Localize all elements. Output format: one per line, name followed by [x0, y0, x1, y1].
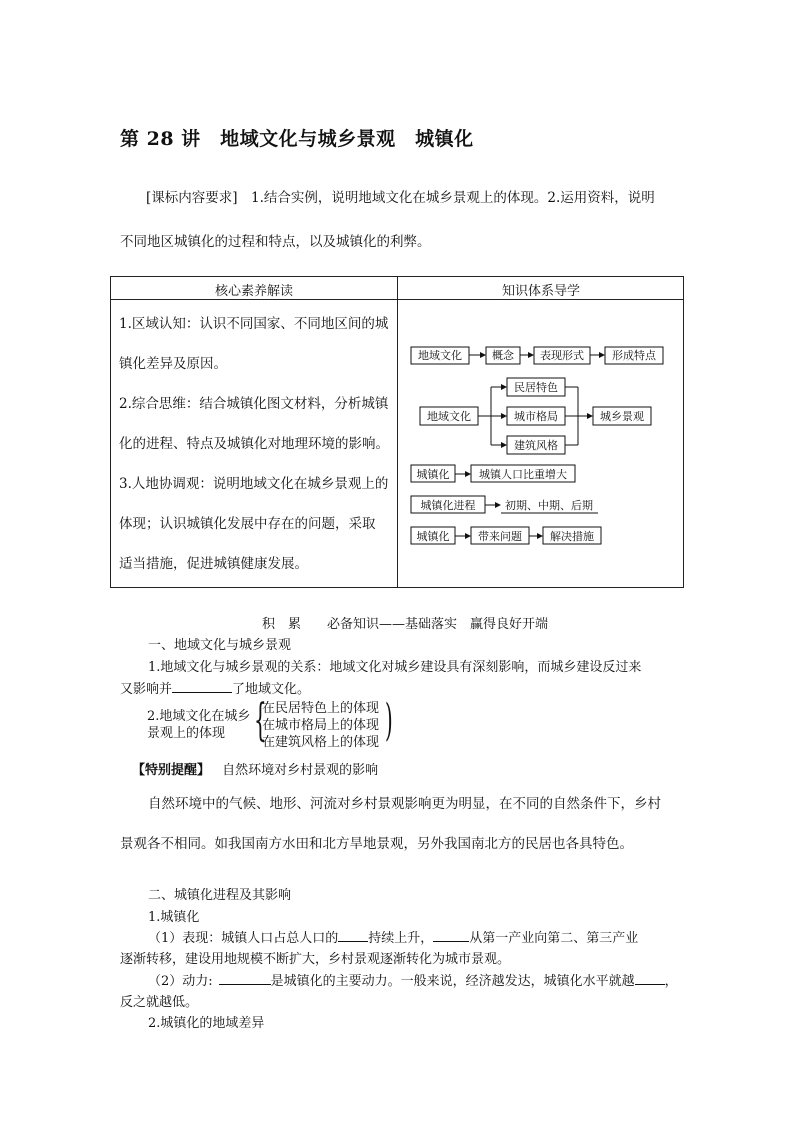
tip-box [132, 759, 378, 778]
sec1-paragraph-1-cont: 又影响并 了地域文化。 [120, 682, 311, 697]
diagram-node: 表现形式 [540, 349, 584, 362]
sec2-paragraph-2: （2）动力: 是城镇化的主要动力。一般来说，经济越发达，城镇化水平就越 ， [148, 974, 678, 989]
fill-blank[interactable] [172, 680, 232, 693]
culture-reflection-list [262, 700, 379, 751]
summary-table [110, 276, 684, 588]
diagram-node: 地域文化 [427, 410, 471, 423]
tip-line-1: 自然环境中的气候、地形、河流对乡村景观影响更为明显，在不同的自然条件下，乡村 [148, 796, 661, 812]
sec2-paragraph-1: （1）表现：城镇人口占总人口的 持续上升， 从第一产业向第二、第三产业 [148, 931, 639, 946]
requirements-line-2: 不同地区城镇化的过程和特点，以及城镇化的利弊。 [120, 234, 431, 250]
sec2-paragraph-2-cont: 反之就越低。 [120, 995, 199, 1010]
diagram-node: 城镇化 [416, 468, 450, 481]
table-header-left: 核心素养解读 [214, 284, 293, 299]
diagram-node: 城镇化进程 [420, 499, 476, 512]
diagram-node: 城镇人口比重增大 [479, 468, 567, 481]
section-2-heading: 二、城镇化进程及其影响 [148, 888, 292, 903]
literacy-line: 体现；认识城镇化发展中存在的问题，采取 [119, 516, 376, 532]
diagram-node: 城市格局 [514, 410, 558, 423]
tip-title: 自然环境对乡村景观的影响 [222, 763, 379, 778]
list-item: 在建筑风格上的体现 [262, 735, 380, 750]
diagram-node: 解决措施 [550, 530, 594, 543]
sec2-subheading-1: 1.城镇化 [148, 910, 200, 925]
sec2-paragraph-1-cont: 逐渐转移，建设用地规模不断扩大，乡村景观逐渐转化为城市景观。 [120, 952, 511, 967]
literacy-line: 3.人地协调观：说明地域文化在城乡景观上的 [119, 476, 389, 492]
diagram-node: 建筑风格 [514, 439, 558, 452]
diagram-node: 带来问题 [478, 530, 522, 543]
knowledge-diagram [398, 300, 684, 588]
page-title: 第 28 讲 地域文化与城乡景观 城镇化 [120, 128, 474, 150]
culture-reflection-label: 2.地域文化在城乡 景观上的体现 [147, 709, 251, 741]
list-item: 在城市格局上的体现 [262, 718, 380, 733]
list-item: 在民居特色上的体现 [262, 701, 380, 716]
diagram-node: 民居特色 [514, 381, 558, 394]
literacy-line: 1.区域认知：认识不同国家、不同地区间的城 [119, 316, 389, 332]
section-header: 积 累 必备知识——基础落实 赢得良好开端 [262, 617, 549, 632]
right-brace: ) [385, 695, 393, 746]
tip-label: 【特别提醒】 [132, 763, 211, 778]
diagram-node: 初期、中期、后期 [505, 499, 593, 512]
diagram-node: 城乡景观 [600, 410, 644, 423]
tip-line-2: 景观各不相同。如我国南方水田和北方旱地景观，另外我国南北方的民居也各具特色。 [120, 836, 633, 852]
literacy-line: 2.综合思维：结合城镇化图文材料，分析城镇 [119, 396, 389, 412]
diagram-node: 城镇化 [416, 530, 450, 543]
sec2-subheading-2: 2.城镇化的地域差异 [148, 1016, 265, 1031]
requirements-line-1: [课标内容要求] 1.结合实例，说明地域文化在城乡景观上的体现。2.运用资料，说明 [146, 190, 655, 206]
diagram-node: 地域文化 [418, 349, 462, 362]
literacy-line: 化的进程、特点及城镇化对地理环境的影响。 [119, 436, 389, 452]
sec1-paragraph-1: 1.地域文化与城乡景观的关系：地域文化对城乡建设具有深刻影响，而城乡建设反过来 [148, 660, 642, 675]
fill-blank[interactable] [635, 972, 665, 985]
table-header-right: 知识体系导学 [501, 284, 580, 299]
fill-blank[interactable] [219, 972, 271, 985]
section-1-heading: 一、地域文化与城乡景观 [148, 638, 292, 653]
fill-blank[interactable] [338, 929, 368, 942]
fill-blank[interactable] [433, 929, 469, 942]
diagram-node: 概念 [492, 349, 514, 362]
literacy-line: 适当措施，促进城镇健康发展。 [119, 556, 308, 572]
literacy-line: 镇化差异及原因。 [119, 356, 227, 372]
left-brace: { [254, 695, 267, 746]
diagram-node: 形成特点 [612, 349, 656, 362]
